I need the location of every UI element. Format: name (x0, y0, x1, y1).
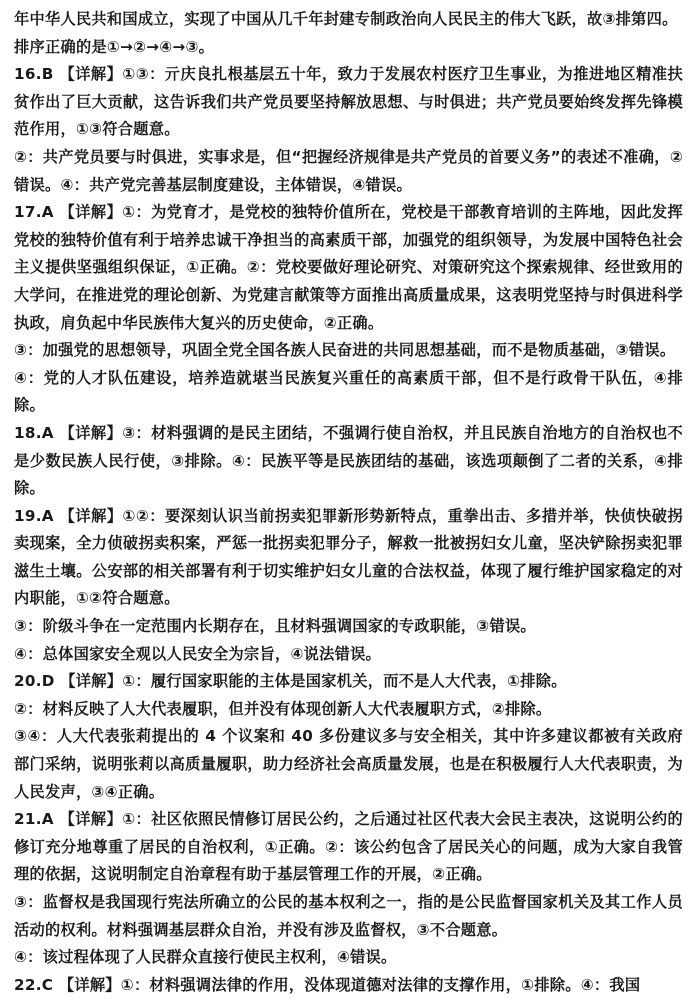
paragraph-21-note-1: ③：监督权是我国现行宪法所确立的公民的基本权利之一，指的是公民监督国家机关及其工作人员活动的权利。材料强调基层群众自治，并没有涉及监督权，③不合题意。 (14, 893, 683, 939)
paragraph-2: 排序正确的是①→②→④→③。 (14, 37, 215, 56)
answer-19: 19.A 【详解】①②：要深刻认识当前拐卖犯罪新形势新特点，重拳出击、多措并举，快侦快破拐卖现案，全力侦破拐卖积案，严惩一批拐卖犯罪分子，解救一批被拐妇女儿童，坚决铲除拐卖犯罪滋生土壤。公安部的相关部署有利于切实维护妇女儿童的合法权益，体现了履行维护国家稳定的对内职能，①②符合题意。 (14, 506, 683, 608)
answer-16: 16.B 【详解】①③：亓庆良扎根基层五十年，致力于发展农村医疗卫生事业，为推进地区精准扶贫作出了巨大贡献，这告诉我们共产党员要坚持解放思想、与时俱进；共产党员要始终发挥先锋模范作用，①③符合题意。 (14, 65, 683, 139)
paragraph-19-note-1: ③：阶级斗争在一定范围内长期存在，且材料强调国家的专政职能，③错误。 (14, 617, 536, 636)
paragraph-16-note: ②：共产党员要与时俱进，实事求是，但“把握经济规律是共产党员的首要义务”的表述不准确，②错误。④：共产党完善基层制度建设，主体错误，④错误。 (14, 147, 683, 194)
answer-17: 17.A 【详解】①：为党育才，是党校的独特价值所在，党校是干部教育培训的主阵地，因此发挥党校的独特价值有利于培养忠诚干净担当的高素质干部，加强党的组织领导，为发展中国特色社会主义提供坚强组织保证，①正确。②：党校要做好理论研究、对策研究这个探索规律、经世致用的大学问，在推进党的理论创新、为党建言献策等方面推出高质量成果，这表明党坚持与时俱进科学执政，肩负起中华民族伟大复兴的历史使命，②正确。 (14, 203, 683, 332)
paragraph-21-note-2: ④：该过程体现了人民群众直接行使民主权利，④错误。 (14, 948, 397, 967)
answer-18: 18.A 【详解】③：材料强调的是民主团结，不强调行使自治权，并且民族自治地方的自治权也不是少数民族人民行使，③排除。④：民族平等是民族团结的基础，该选项颠倒了二者的关系，④排除。 (14, 423, 683, 498)
paragraph-17-note-1: ③：加强党的思想领导，巩固全党全国各族人民奋进的共同思想基础，而不是物质基础，③错误。 (14, 341, 676, 360)
answer-20: 20.D 【详解】①：履行国家职能的主体是国家机关，而不是人大代表，①排除。 (14, 672, 567, 691)
paragraph-20-note-1: ②：材料反映了人大代表履职，但并没有体现创新人大代表履职方式，②排除。 (14, 699, 552, 718)
paragraph-20-note-2: ③④：人大代表张莉提出的 4 个议案和 40 多份建议多与安全相关，其中许多建议都被有关政府部门采纳，说明张莉以高质量履职，助力经济社会高质量发展，也是在积极履行人大代表职责，为人民发声，③④正确。 (14, 727, 683, 801)
answer-21: 21.A 【详解】①：社区依照民情修订居民公约，之后通过社区代表大会民主表决，这说明公约的修订充分地尊重了居民的自治权利，①正确。②：该公约包含了居民关心的问题，成为大家自我管理的依据，这说明制定自治章程有助于基层管理工作的开展，②正确。 (14, 810, 683, 884)
paragraph-19-note-2: ④：总体国家安全观以人民安全为宗旨，④说法错误。 (14, 644, 382, 663)
paragraph-1: 年中华人民共和国成立，实现了中国从几千年封建专制政治向人民民主的伟大飞跃，故③排第四。 (14, 10, 678, 28)
answer-22: 22.C 【详解】①：材料强调法律的作用，没体现道德对法律的支撑作用，①排除。④：我国 (14, 975, 641, 994)
paragraph-17-note-2: ④：党的人才队伍建设，培养造就堪当民族复兴重任的高素质干部，但不是行政骨干队伍，④排除。 (14, 368, 683, 415)
